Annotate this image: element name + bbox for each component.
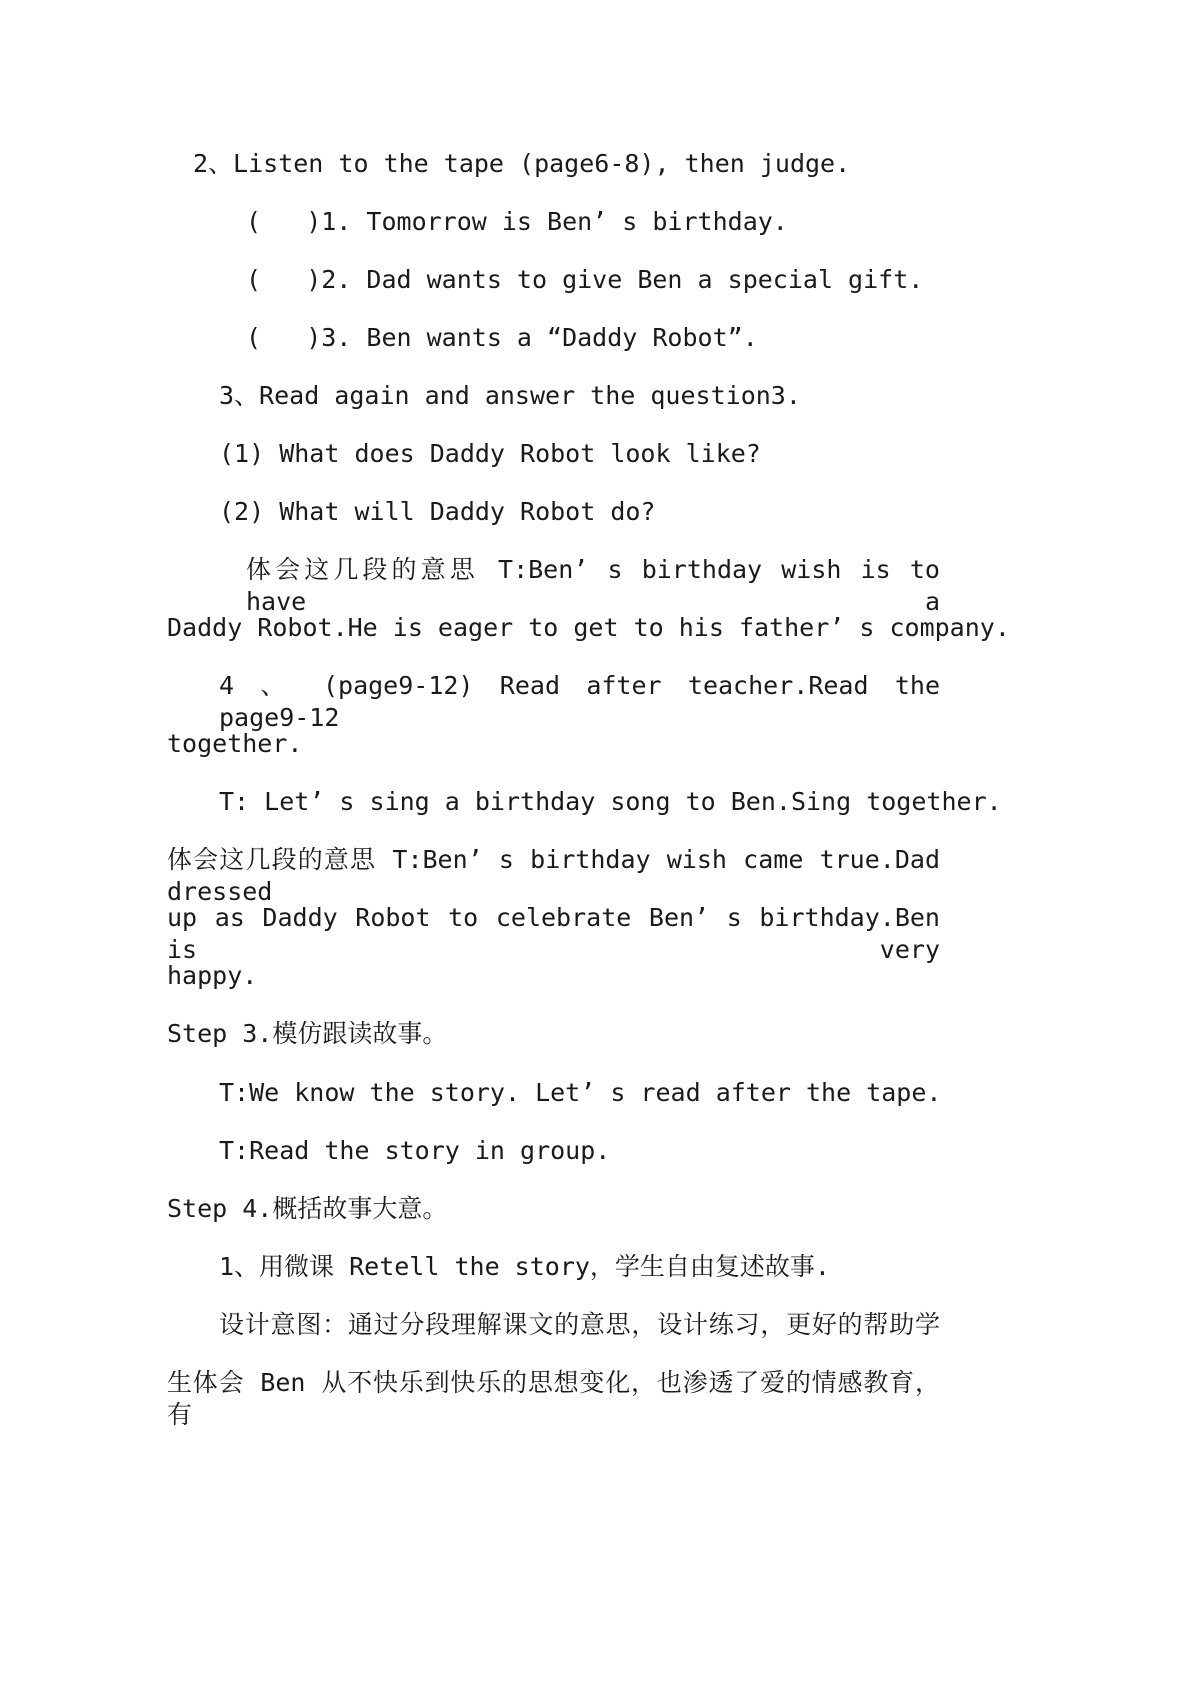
text-line: 3、Read again and answer the question3. xyxy=(219,381,801,410)
text-line: 1、用微课 Retell the story，学生自由复述故事. xyxy=(219,1252,830,1281)
text-line: Daddy Robot.He is eager to get to his father’ s company. xyxy=(167,613,1010,642)
step-heading: Step 4.概括故事大意。 xyxy=(167,1194,448,1223)
text-line: 4 、 (page9-12) Read after teacher.Read the page9-12 xyxy=(219,671,940,732)
text-line: up as Daddy Robot to celebrate Ben’ s birthday.Ben is very xyxy=(167,903,940,964)
text-line: 2、Listen to the tape (page6-8), then judge. xyxy=(193,149,851,178)
text-line: 体会这几段的意思 T:Ben’ s birthday wish came true.Dad dressed xyxy=(167,845,940,906)
question-item: (2) What will Daddy Robot do? xyxy=(219,497,656,526)
text-line: 设计意图：通过分段理解课文的意思，设计练习，更好的帮助学 xyxy=(219,1310,940,1339)
text-line: 生体会 Ben 从不快乐到快乐的思想变化，也渗透了爱的情感教育，有 xyxy=(167,1368,940,1429)
text-line: 体会这几段的意思 T:Ben’ s birthday wish is to have a xyxy=(246,555,940,616)
text-line: T: Let’ s sing a birthday song to Ben.Sing together. xyxy=(219,787,1002,816)
judge-item: ( )3. Ben wants a “Daddy Robot”. xyxy=(246,323,758,352)
judge-item: ( )1. Tomorrow is Ben’ s birthday. xyxy=(246,207,788,236)
step-heading: Step 3.模仿跟读故事。 xyxy=(167,1019,448,1048)
text-line: together. xyxy=(167,729,303,758)
question-item: (1) What does Daddy Robot look like? xyxy=(219,439,761,468)
text-line: happy. xyxy=(167,961,258,990)
text-line: T:Read the story in group. xyxy=(219,1136,611,1165)
text-line: T:We know the story. Let’ s read after the tape. xyxy=(219,1078,942,1107)
judge-item: ( )2. Dad wants to give Ben a special gift. xyxy=(246,265,924,294)
